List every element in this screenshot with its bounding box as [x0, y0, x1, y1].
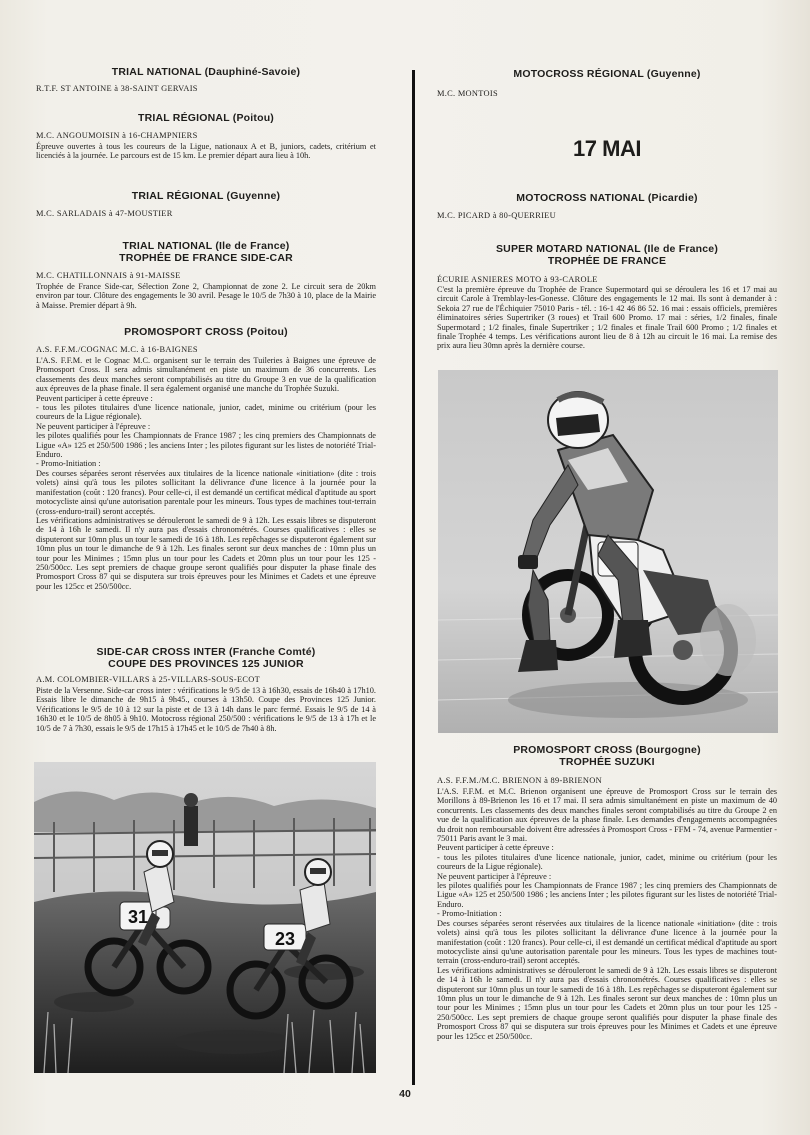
- event-title: TRIAL RÉGIONAL (Poitou): [137, 112, 275, 124]
- event-description: Épreuve ouvertes à tous les coureurs de la Ligue, nationaux A et B, juniors, cadets, critérium et licenciés à la journée. Le parcours est de 15 km. Le premier départ aura lieu à 10h.: [36, 142, 376, 161]
- event-subtitle-line: TROPHÉE SUZUKI: [559, 756, 655, 768]
- event-title-line: SUPER MOTARD NATIONAL (Ile de France): [495, 243, 719, 255]
- event-description: Piste de la Versenne. Side-car cross inter : vérifications le 9/5 de 13 à 16h30, essais de 16h40 à 17h10. Essais libre le dimanche de 9h15 à 9h45., courses à 13h50. Coupe des Provinces 125 Junior. Vérifications le 9/5 de 10 à 12 sur la piste et de 13 à 14h dans le parc fermé. Essais le 9/5 de 14 à 16h30 et le 10/5 de 8h05 à 9h10. Motocross régional 250/500 : vérifications le 9/5 de 13 à 17h et le 10/5 de 7 à 7h30, essais le 9/5 de 17h15 à 17h45 et le 10/5 de 7h40 à 8h.: [36, 686, 376, 733]
- column-divider: [412, 70, 415, 1085]
- supermotard-photo: [438, 370, 778, 733]
- event-title-line: TRIAL NATIONAL (Ile de France): [122, 240, 290, 252]
- bike-plate-number: 23: [274, 929, 296, 949]
- event-title: [36, 646, 376, 670]
- event-club: A.S. F.F.M./COGNAC M.C. à 16-BAIGNES: [36, 345, 198, 354]
- event-club: A.M. COLOMBIER-VILLARS à 25-VILLARS-SOUS-ECOT: [36, 675, 261, 684]
- event-club: M.C. PICARD à 80-QUERRIEU: [437, 211, 556, 220]
- page-number: 40: [399, 1088, 411, 1100]
- event-title: [437, 744, 777, 768]
- event-subtitle-line: TROPHÉE DE FRANCE SIDE-CAR: [119, 252, 293, 264]
- event-club: M.C. MONTOIS: [437, 89, 498, 98]
- event-title-line: SIDE-CAR CROSS INTER (Franche Comté): [96, 646, 316, 658]
- event-club: M.C. ANGOUMOISIN à 16-CHAMPNIERS: [36, 131, 198, 140]
- event-title: TRIAL RÉGIONAL (Guyenne): [131, 190, 281, 202]
- event-title: [36, 240, 376, 264]
- event-club: A.S. F.F.M./M.C. BRIENON à 89-BRIENON: [437, 776, 602, 785]
- event-club: R.T.F. ST ANTOINE à 38-SAINT GERVAIS: [36, 84, 198, 93]
- event-title: TRIAL NATIONAL (Dauphiné-Savoie): [111, 66, 301, 78]
- event-club: M.C. CHATILLONNAIS à 91-MAISSE: [36, 271, 181, 280]
- event-subtitle-line: COUPE DES PROVINCES 125 JUNIOR: [108, 658, 304, 670]
- event-title-line: PROMOSPORT CROSS (Bourgogne): [513, 744, 701, 756]
- motocross-illustration: [34, 762, 376, 1073]
- event-club: M.C. SARLADAIS à 47-MOUSTIER: [36, 209, 173, 218]
- event-title: [437, 243, 777, 267]
- event-title: PROMOSPORT CROSS (Poitou): [124, 326, 288, 338]
- motocross-photo: [34, 762, 376, 1073]
- event-title: MOTOCROSS RÉGIONAL (Guyenne): [513, 68, 701, 80]
- event-subtitle-line: TROPHÉE DE FRANCE: [547, 255, 667, 267]
- event-title: MOTOCROSS NATIONAL (Picardie): [516, 192, 698, 204]
- supermotard-illustration: [438, 370, 778, 733]
- event-description: Trophée de France Side-car, Sélection Zone 2, Championnat de zone 2. Le circuit sera de 20km environ par tour. Clôture des engagements le 30 avril. Pesage le 10/5 de 7h30 à 10, place de la Mairie à Maisse. Premier départ à 9h.: [36, 282, 376, 310]
- event-description: L'A.S. F.F.M. et le Cognac M.C. organisent sur le terrain des Tuileries à Baignes une épreuve de Promosport Cross. Il sera admis simultanément en piste un maximum de 36 concurrents. Les classements des deux manches seront comptabilisés au titre du Groupe 3 en vue de la qualification aux épreuves de la phase finale. Il sera également organisé une manche du Trophée Suzuki. Peuvent participer à cette épreuve : - tous les pilotes titulaires d'une licence nationale, junior, cadet, minime ou critérium (pour les coureurs de la Ligue régionale). Ne peuvent participer à l'épreuve : les pilotes qualifiés pour les Championnats de France 1987 ; les cinq premiers des Championnats de Ligue «A» 125 et 250/500 1986 ; les anciens Inter ; les pilotes figurant sur les listes de notoriété Trial-Enduro. - Promo-Initiation : Des courses séparées seront réservées aux titulaires de la licence nationale «initiation» (dite : trois volets) ainsi qu'à tous les pilotes sollicitant la délivrance d'une licence à la journée pour la manifestation (coût : 120 francs). Pour celle-ci, il est demandé un certificat médical d'aptitude au sport motocycliste ainsi qu'une autorisation parentale pour les mineurs. Tous types de machines tout-terrain (cross-enduro-trail) seront acceptés. Les vérifications administratives se dérouleront le samedi de 9 à 12h. Les essais libres se disputeront de 14 à 16h le samedi. Il n'y aura pas d'essais chronométrés. Courses qualificatives : elles se disputeront sur 10mn plus un tour le samedi de 16 à 18h. Les repêchages se disputeront également sur 10mn plus un tour le dimanche de 9 à 12h. Les finales seront sur deux manches de : 10mn plus un tour pour les Minimes ; 15mn plus un tour pour les Cadets et 20mn plus un tour pour les 125 - 250/500cc. Les sept premiers de chaque groupe seront qualifiés pour disputer la phase finale des Promosport Cross 87 qui se disputera sur trois épreuves pour les Minimes et Cadets et une épreuve pour les 125cc et 250/500cc.: [36, 356, 376, 591]
- event-description: C'est la première épreuve du Trophée de France Supermotard qui se déroulera les 16 et 17 mai au circuit Carole à Tremblay-les-Gonesse. Clôture des engagements le 12 mai. Ils sont à demander à : Sekoia 27 rue de l'Échiquier 75010 Paris - tél. : 16-1 42 46 86 52. 16 mai : essais officiels, premières éliminatoires séries Supertriker (3 roues) et Trail 600 Promo. 17 mai : séries, 1/2 finales, finale Supermotard ; 1/2 finales, finale Supertriker ; 1/2 finales et finale Trail 600 Promo ; 1/2 finales et finale Trophée 4 temps. Les vérifications auront lieu de 8 à 12h au circuit le 16 mai. La remise des prix aura lieu 30mn après la dernière course.: [437, 285, 777, 351]
- bike-plate-number: 31: [127, 907, 149, 927]
- date-heading: 17 MAI: [573, 136, 641, 161]
- event-description: L'A.S. F.F.M. et M.C. Brienon organisent une épreuve de Promosport Cross sur le terrain des Morillons à 89-Brienon les 16 et 17 mai. Il sera admis simultanément en piste un maximum de 40 concurrents. Les classements des deux manches finales seront comptabilisés au titre du Groupe 2 en vue de la qualification aux épreuves de la phase finale. Les demandes d'engagements accompagnées du droit non remboursable doivent être adressées à Promosport Cross - FFM - 74, avenue Parmentier - 75011 Paris avant le 3 mai. Peuvent participer à cette épreuve : - tous les pilotes titulaires d'une licence nationale, junior, cadet, minime ou critérium (pour les coureurs de la Ligue régionale). Ne peuvent participer à l'épreuve : les pilotes qualifiés pour les Championnats de France 1987 ; les cinq premiers des Championnats de Ligue «A» 125 et 250/500 1986 ; les anciens Inter ; les pilotes figurant sur les listes de notoriété Trial-Enduro. - Promo-Initiation : Des courses séparées seront réservées aux titulaires de la licence nationale «initiation» (dite : trois volets) ainsi qu'à tous les pilotes sollicitant la délivrance d'une licence à la journée pour la manifestation (coût : 120 francs). Pour celle-ci, il est demandé un certificat médical d'aptitude au sport motocycliste ainsi qu'une autorisation parentale pour les mineurs. Tous les types de machines tout-terrain (cross-enduro-trail) seront acceptés. Les vérifications administratives se dérouleront le samedi de 9 à 12h. Les essais libres se disputeront de 14 à 16h le samedi. Il n'y aura pas d'essais chronométrés. Courses qualificatives : elles se disputeront sur 10mn plus un tour le samedi de 16 à 18h. Les repêchages se disputeront également sur 10mn plus un tour le dimanche de 9 à 12h. Les finales seront sur deux manches de : 10mn plus un tour pour les Minimes ; 15mn plus un tour pour les Cadets et 20mn plus un tour pour les 125 - 250/500cc. Les sept premiers de chaque groupe seront qualifiés pour disputer la phase finale des Promosport Cross 87 qui se disputera sur trois épreuves pour les Minimes et Cadets et une épreuve pour les 125cc et 250/500cc.: [437, 787, 777, 1041]
- event-club: ÉCURIE ASNIERES MOTO à 93-CAROLE: [437, 275, 598, 284]
